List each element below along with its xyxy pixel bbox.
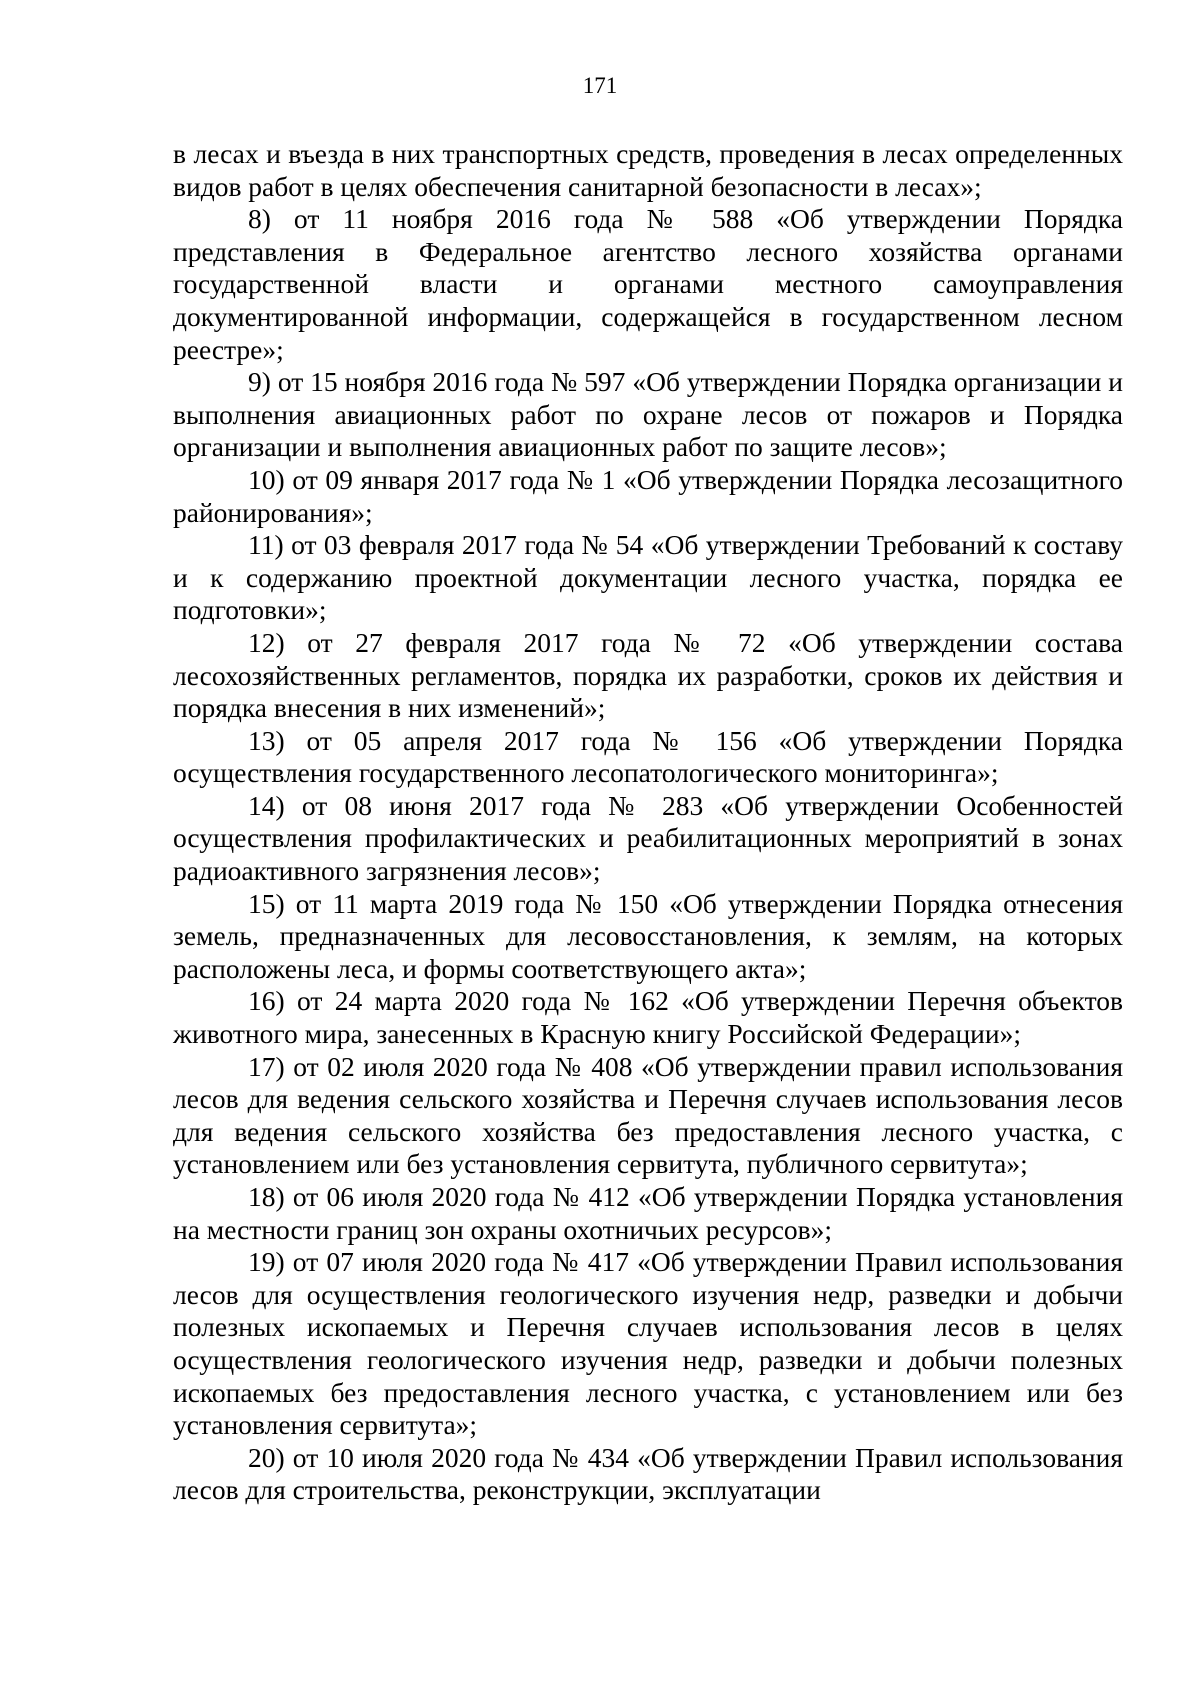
page-number: 171 bbox=[582, 73, 618, 98]
document-body bbox=[173, 138, 1123, 1507]
list-item-8: 8) от 11 ноября 2016 года № 588 «Об утверждении Порядка представления в Федеральное агентство лесного хозяйства органами государственной власти и органами местного самоуправления документированной информации, содержащейся в государственном лесном реестре»; bbox=[173, 203, 1123, 365]
list-item-13: 13) от 05 апреля 2017 года № 156 «Об утверждении Порядка осуществления государственного лесопатологического мониторинга»; bbox=[173, 724, 1123, 789]
list-item-12: 12) от 27 февраля 2017 года № 72 «Об утверждении состава лесохозяйственных регламентов, порядка их разработки, сроков их действия и порядка внесения в них изменений»; bbox=[173, 626, 1123, 724]
list-item-20: 20) от 10 июля 2020 года № 434 «Об утверждении Правил использования лесов для строительства, реконструкции, эксплуатации bbox=[173, 1441, 1123, 1506]
list-item-17: 17) от 02 июля 2020 года № 408 «Об утверждении правил использования лесов для ведения сельского хозяйства и Перечня случаев использования лесов для ведения сельского хозяйства без предоставления лесного участка, с установлением или без установления сервитута, публичного сервитута»; bbox=[173, 1050, 1123, 1180]
list-item-11: 11) от 03 февраля 2017 года № 54 «Об утверждении Требований к составу и к содержанию проектной документации лесного участка, порядка ее подготовки»; bbox=[173, 529, 1123, 626]
list-item-14: 14) от 08 июня 2017 года № 283 «Об утверждении Особенностей осуществления профилактических и реабилитационных мероприятий в зонах радиоактивного загрязнения лесов»; bbox=[173, 789, 1123, 887]
list-item-10: 10) от 09 января 2017 года № 1 «Об утверждении Порядка лесозащитного районирования»; bbox=[173, 463, 1123, 528]
list-item-18: 18) от 06 июля 2020 года № 412 «Об утверждении Порядка установления на местности границ зон охраны охотничьих ресурсов»; bbox=[173, 1181, 1123, 1245]
list-item-19: 19) от 07 июля 2020 года № 417 «Об утверждении Правил использования лесов для осуществления геологического изучения недр, разведки и добычи полезных ископаемых и Перечня случаев использования лесов в целях осуществления геологического изучения недр, разведки и добычи полезных ископаемых без предоставления лесного участка, с установлением или без установления сервитута»; bbox=[173, 1246, 1123, 1441]
paragraph-continuation: в лесах и въезда в них транспортных средств, проведения в лесах определенных видов работ в целях обеспечения санитарной безопасности в лесах»; bbox=[173, 138, 1123, 202]
list-item-9: 9) от 15 ноября 2016 года № 597 «Об утверждении Порядка организации и выполнения авиационных работ по охране лесов от пожаров и Порядка организации и выполнения авиационных работ по защите лесов»; bbox=[173, 366, 1123, 463]
list-item-15: 15) от 11 марта 2019 года № 150 «Об утверждении Порядка отнесения земель, предназначенных для лесовосстановления, к землям, на которых расположены леса, и формы соответствующего акта»; bbox=[173, 887, 1123, 984]
list-item-16: 16) от 24 марта 2020 года № 162 «Об утверждении Перечня объектов животного мира, занесенных в Красную книгу Российской Федерации»; bbox=[173, 985, 1123, 1050]
